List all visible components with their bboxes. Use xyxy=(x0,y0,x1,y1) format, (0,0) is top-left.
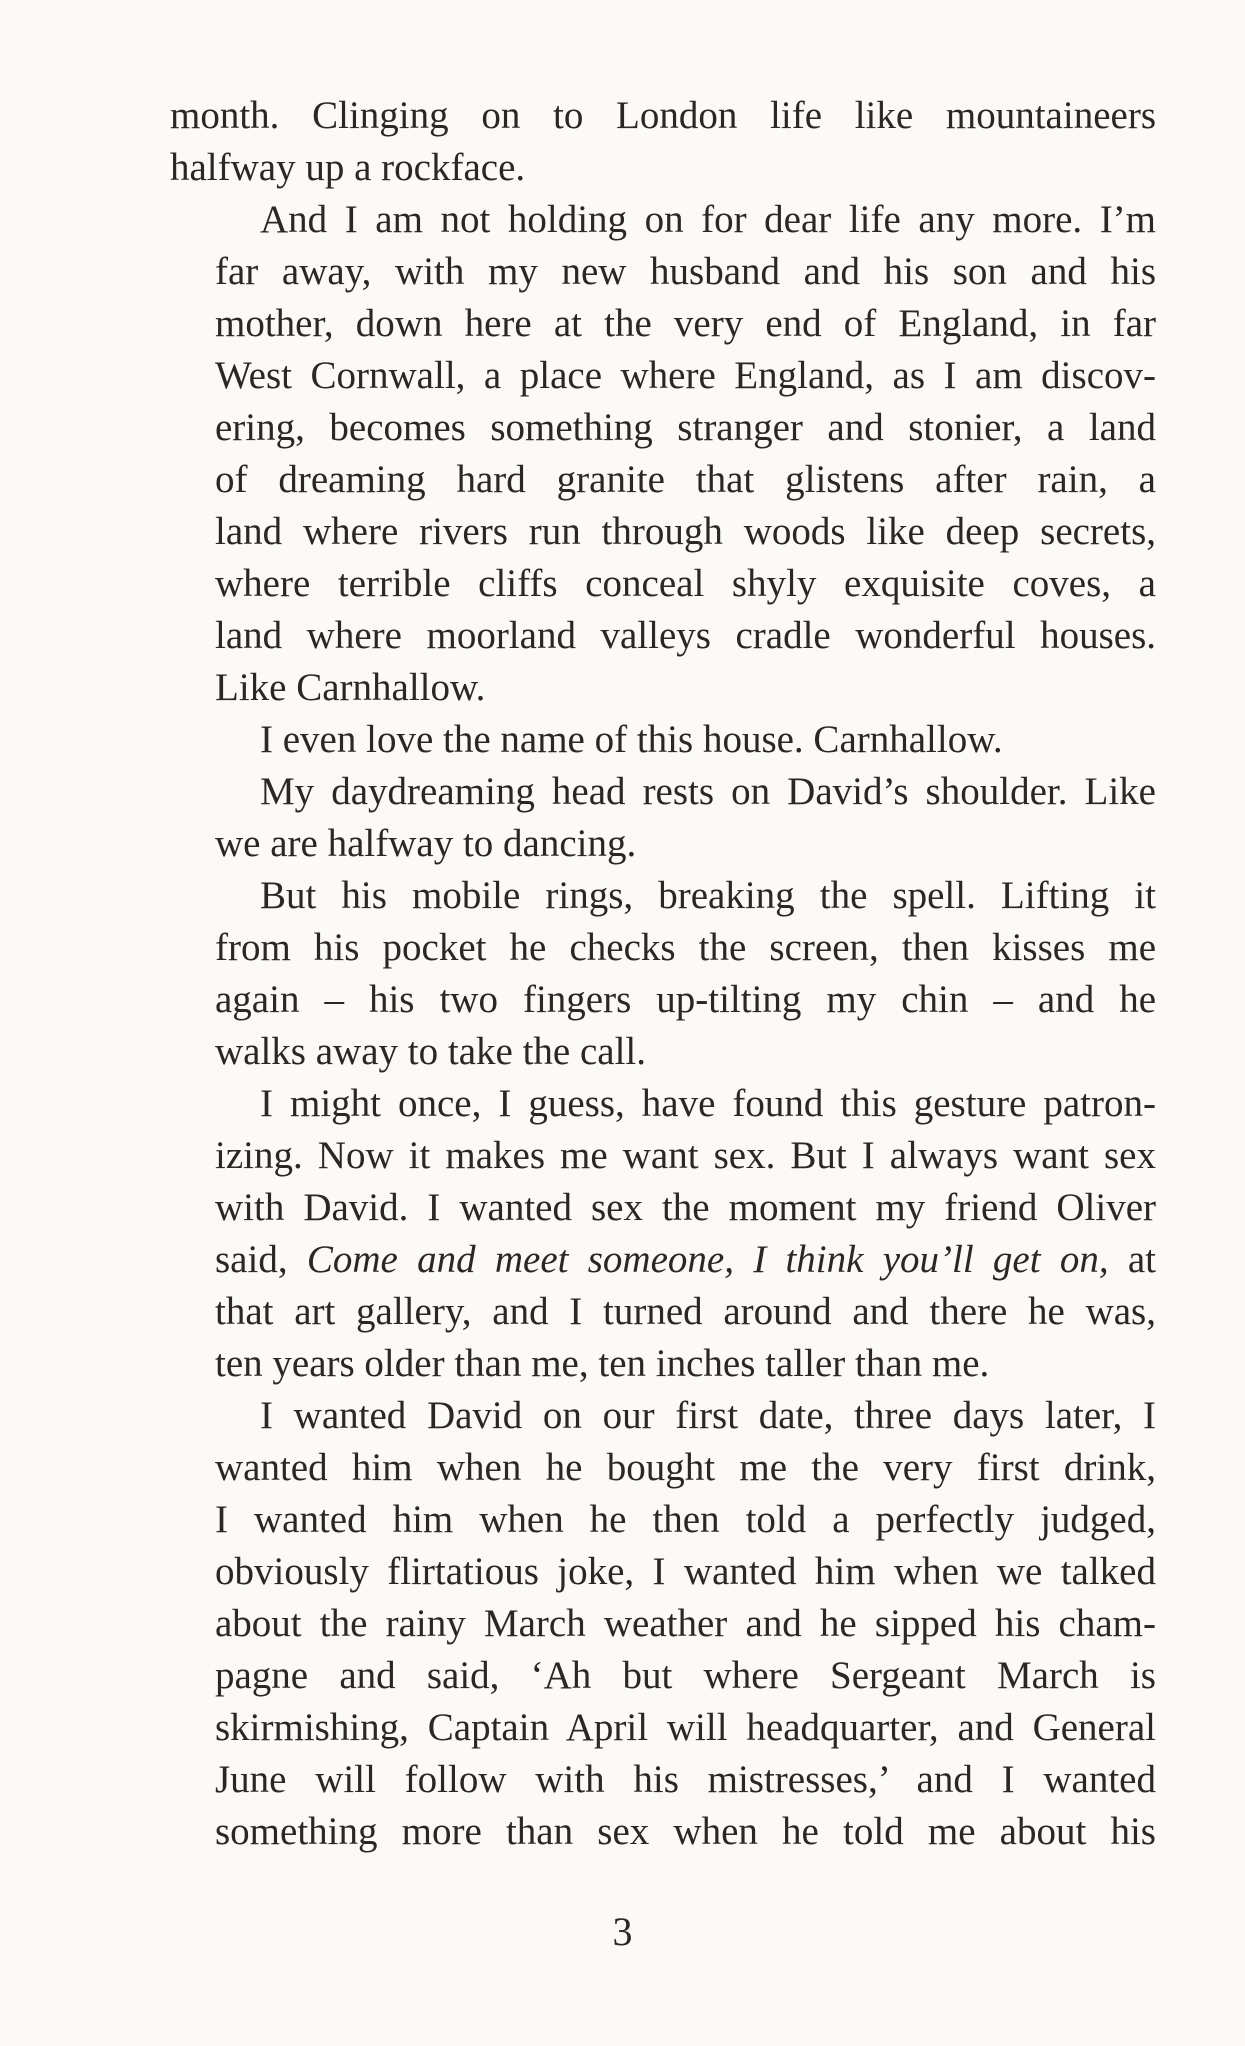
text-line: land where rivers run through woods like deep secrets, xyxy=(215,510,1156,553)
text-line: we are halfway to dancing. xyxy=(215,822,637,865)
italic-quote: Come and meet someone, I think you’ll get on, xyxy=(306,1238,1109,1281)
text-line: But his mobile rings, breaking the spell. Lifting it xyxy=(260,874,1156,917)
text-line: again – his two fingers up-tilting my chin – and he xyxy=(215,978,1156,1021)
text-line: where terrible cliffs conceal shyly exquisite coves, a xyxy=(215,562,1156,605)
text-line: from his pocket he checks the screen, then kisses me xyxy=(215,926,1156,969)
text-line: land where moorland valleys cradle wonderful houses. xyxy=(215,614,1156,657)
paragraph-2 xyxy=(170,194,1156,714)
text-line: ten years older than me, ten inches taller than me. xyxy=(215,1342,990,1385)
text-line: far away, with my new husband and his son and his xyxy=(215,250,1156,293)
text-line: halfway up a rockface. xyxy=(170,146,526,189)
text-line: West Cornwall, a place where England, as I am discov- xyxy=(215,354,1156,397)
text-line: of dreaming hard granite that glistens after rain, a xyxy=(215,458,1156,501)
paragraph-6 xyxy=(170,1078,1156,1390)
text-line: pagne and said, ‘Ah but where Sergeant March is xyxy=(215,1654,1156,1697)
text-line: And I am not holding on for dear life any more. I’m xyxy=(260,198,1156,241)
text-line: I wanted him when he then told a perfectly judged, xyxy=(215,1498,1156,1541)
text-line: with David. I wanted sex the moment my friend Oliver xyxy=(215,1186,1156,1229)
text-line: something more than sex when he told me about his xyxy=(215,1810,1156,1853)
text-line: izing. Now it makes me want sex. But I always want sex xyxy=(215,1134,1156,1177)
paragraph-1 xyxy=(170,90,1156,194)
text-line: ering, becomes something stranger and stonier, a land xyxy=(215,406,1156,449)
text-line: I even love the name of this house. Carnhallow. xyxy=(260,718,1003,761)
text-line: skirmishing, Captain April will headquarter, and General xyxy=(215,1706,1156,1749)
text-line: walks away to take the call. xyxy=(215,1030,646,1073)
text-line: wanted him when he bought me the very first drink, xyxy=(215,1446,1156,1489)
text-line: June will follow with his mistresses,’ and I wanted xyxy=(215,1758,1156,1801)
body-text xyxy=(170,90,1156,1858)
text-line: mother, down here at the very end of England, in far xyxy=(215,302,1156,345)
text-line: obviously flirtatious joke, I wanted him when we talked xyxy=(215,1550,1156,1593)
paragraph-4 xyxy=(170,766,1156,870)
text-line: month. Clinging on to London life like mountaineers xyxy=(170,94,1156,137)
page-number: 3 xyxy=(612,1909,633,1954)
line-suffix: at xyxy=(1108,1238,1157,1281)
text-line: I wanted David on our first date, three days later, I xyxy=(260,1394,1156,1437)
text-line-with-italic xyxy=(170,1234,1156,1286)
text-line: Like Carnhallow. xyxy=(215,666,486,709)
text-line: about the rainy March weather and he sipped his cham- xyxy=(215,1602,1156,1645)
paragraph-5 xyxy=(170,870,1156,1078)
text-line: My daydreaming head rests on David’s shoulder. Like xyxy=(260,770,1156,813)
line-prefix: said, xyxy=(215,1238,307,1281)
text-line: that art gallery, and I turned around and there he was, xyxy=(215,1290,1156,1333)
paragraph-3 xyxy=(170,714,1156,766)
paragraph-7 xyxy=(170,1390,1156,1858)
text-line: I might once, I guess, have found this gesture patron- xyxy=(260,1082,1156,1125)
